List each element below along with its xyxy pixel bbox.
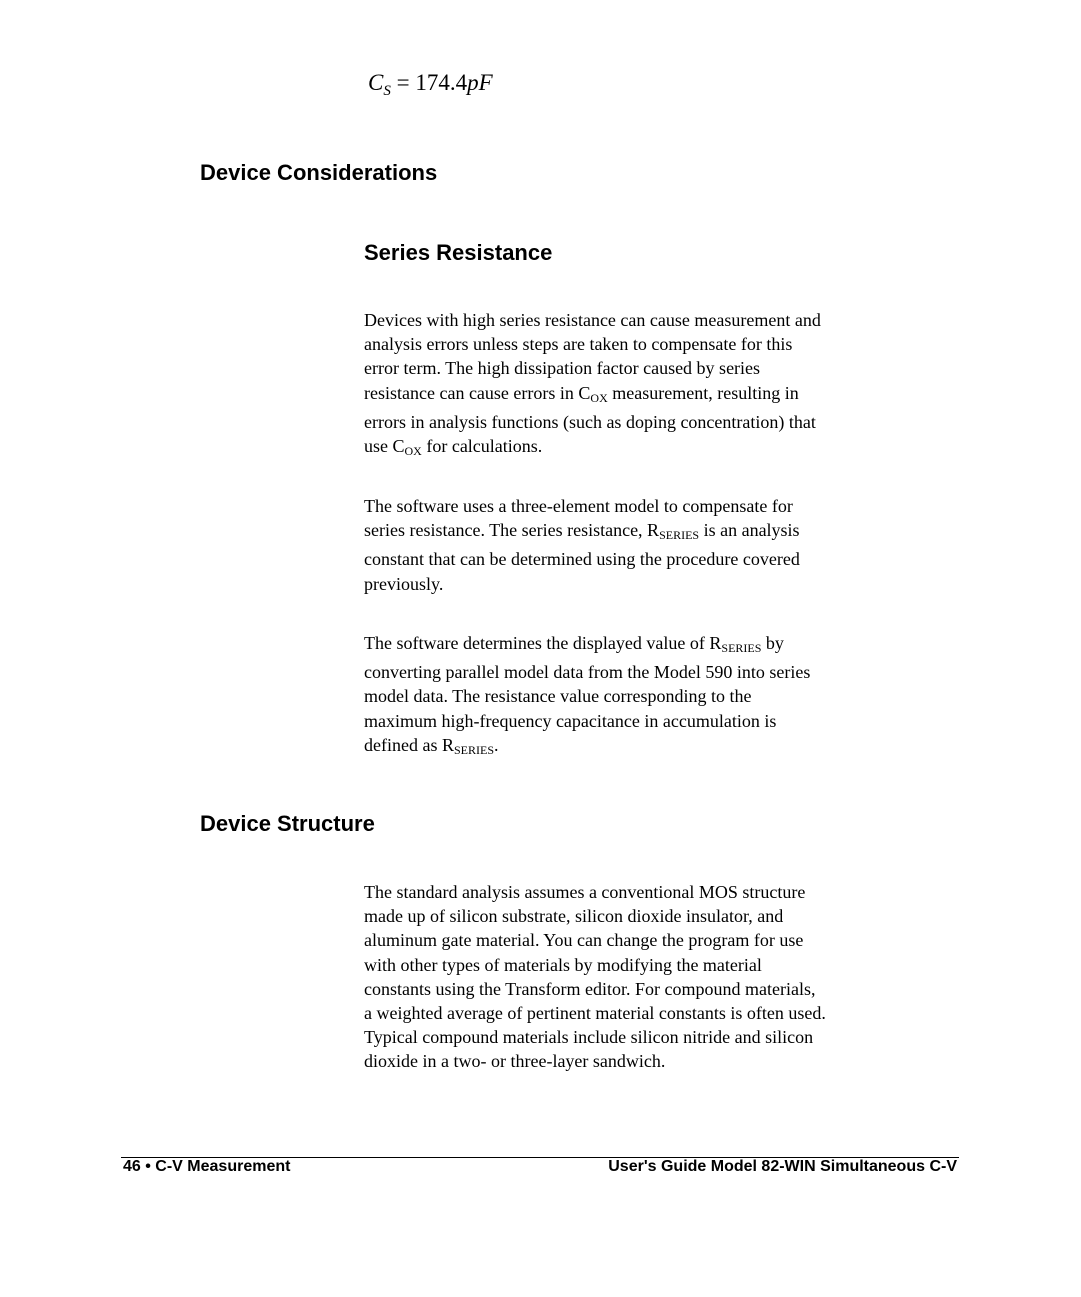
text-line: a weighted average of pertinent material constants is often used. [364, 1003, 826, 1024]
subscript: OX [590, 390, 608, 405]
heading-series-resistance: Series Resistance [364, 240, 553, 265]
equation-subscript: S [383, 83, 391, 99]
text-run: . [494, 734, 499, 755]
text-run: use C [364, 436, 405, 457]
text-run: measurement, resulting in [607, 382, 799, 403]
text-line: analysis errors unless steps are taken to compensate for this [364, 334, 793, 355]
text-run: by [761, 633, 784, 653]
text-run: series resistance. The series resistance, R [364, 520, 660, 541]
text-run: The software determines the displayed value of R [364, 633, 722, 653]
footer-guide-title: User's Guide Model 82-WIN Simultaneous C-V [608, 1158, 957, 1175]
equation-equals: = [396, 70, 410, 95]
text-line [364, 733, 884, 762]
text-line: The standard analysis assumes a conventional MOS structure [364, 882, 806, 902]
text-run: resistance can cause errors in C [364, 382, 591, 403]
footer-page-label: 46 • C-V Measurement [123, 1158, 291, 1175]
text-run: for calculations. [421, 436, 543, 457]
text-line: constant that can be determined using the procedure covered [364, 549, 800, 570]
text-run: defined as R [364, 734, 454, 755]
equation-symbol: C [368, 70, 384, 95]
paragraph-series-resistance-1 [364, 308, 884, 463]
subscript: OX [404, 444, 422, 459]
text-line: Typical compound materials include silicon nitride and silicon [364, 1027, 814, 1048]
paragraph-series-resistance-2 [364, 494, 884, 596]
heading-device-considerations: Device Considerations [200, 160, 438, 185]
text-line: Devices with high series resistance can cause measurement and [364, 310, 821, 330]
text-line: error term. The high dissipation factor caused by series [364, 358, 761, 379]
subscript: SERIES [453, 742, 494, 757]
heading-device-structure: Device Structure [200, 811, 375, 836]
text-line [364, 434, 884, 463]
text-line: model data. The resistance value corresponding to the [364, 686, 752, 707]
paragraph-device-structure [364, 880, 884, 1074]
text-line: maximum high-frequency capacitance in accumulation is [364, 710, 777, 731]
text-line: constants using the Transform editor. For compound materials, [364, 978, 816, 999]
text-line: with other types of materials by modifying the material [364, 954, 762, 975]
equation-value: 174.4 [415, 70, 468, 95]
text-line [364, 518, 884, 547]
text-run: is an analysis [699, 520, 800, 541]
equation-unit: pF [467, 70, 493, 95]
capacitance-equation [368, 70, 493, 100]
text-line: previously. [364, 573, 444, 594]
subscript: SERIES [659, 528, 700, 543]
text-line: dioxide in a two- or three-layer sandwich. [364, 1051, 666, 1072]
text-line: converting parallel model data from the Model 590 into series [364, 662, 811, 683]
text-line [364, 381, 884, 410]
text-line [364, 631, 884, 660]
text-line: The software uses a three-element model to compensate for [364, 496, 793, 516]
text-line: errors in analysis functions (such as doping concentration) that [364, 411, 816, 432]
text-line: made up of silicon substrate, silicon dioxide insulator, and [364, 906, 784, 927]
text-line: aluminum gate material. You can change the program for use [364, 930, 804, 951]
subscript: SERIES [721, 641, 762, 655]
paragraph-series-resistance-3 [364, 631, 884, 762]
